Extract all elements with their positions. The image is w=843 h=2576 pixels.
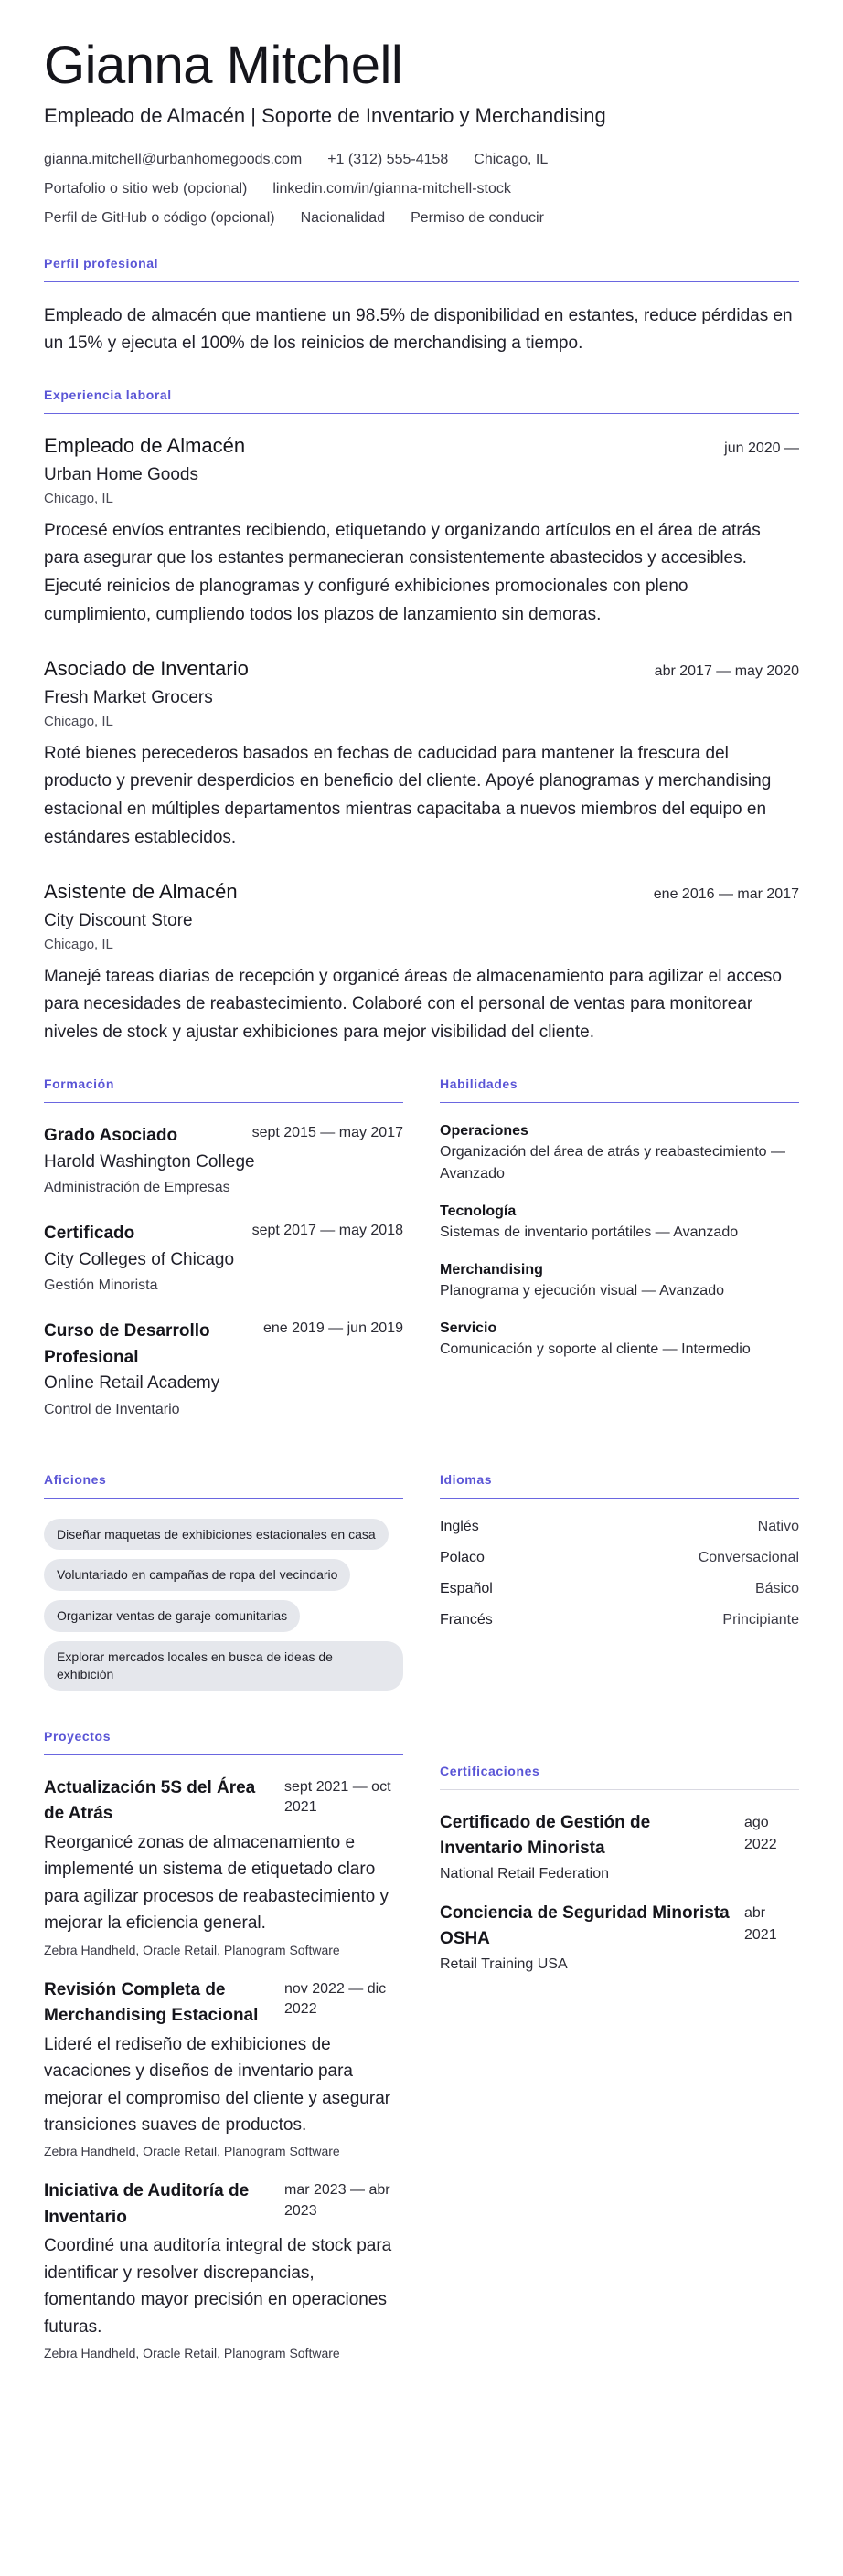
hobbies-title: Aficiones: [44, 1472, 403, 1499]
education-school: City Colleges of Chicago: [44, 1249, 235, 1269]
project-entry: [44, 2178, 403, 2360]
language-level: Principiante: [722, 1611, 799, 1627]
hobbies-languages-row: [44, 1472, 799, 1700]
candidate-headline: Empleado de Almacén | Soporte de Inventario y Merchandising: [44, 103, 606, 127]
education-field: Gestión Minorista: [44, 1277, 158, 1293]
certification-issuer: National Retail Federation: [440, 1865, 609, 1882]
contact-city: Chicago, IL: [474, 151, 549, 167]
contact-license: Permiso de conducir: [411, 209, 544, 226]
hobby-pill: Explorar mercados locales en busca de ideas de exhibición: [44, 1641, 403, 1691]
resume-header: [44, 37, 799, 227]
language-row: [440, 1581, 799, 1597]
skill-item: [440, 1262, 799, 1302]
job-company: Urban Home Goods: [44, 464, 198, 484]
hobby-pill: Voluntariado en campañas de ropa del vecindario: [44, 1559, 350, 1591]
job-location: Chicago, IL: [44, 713, 113, 729]
skill-name: Tecnología: [440, 1203, 517, 1219]
project-date: mar 2023 — abr 2023: [284, 2182, 390, 2219]
project-title: Actualización 5S del Área de Atrás: [44, 1777, 256, 1824]
education-field: Control de Inventario: [44, 1401, 180, 1417]
certification-name: Conciencia de Seguridad Minorista OSHA: [440, 1903, 730, 1949]
project-tools: Zebra Handheld, Oracle Retail, Planogram Software: [44, 1942, 340, 1957]
skills-title: Habilidades: [440, 1076, 799, 1103]
contact-block: [44, 152, 799, 227]
language-level: Básico: [754, 1580, 799, 1596]
job-company: City Discount Store: [44, 910, 193, 930]
project-description: Coordiné una auditoría integral de stock para identificar y resolver discrepancias, fomentando mayor precisión en operaciones futuras.: [44, 2236, 392, 2337]
job-entry: [44, 434, 799, 630]
certification-date: abr 2021: [744, 1904, 777, 1943]
project-title: Iniciativa de Auditoría de Inventario: [44, 2181, 250, 2227]
education-date: ene 2019 — jun 2019: [262, 1320, 403, 1336]
education-entry: [44, 1123, 403, 1199]
skill-name: Operaciones: [440, 1123, 528, 1139]
job-entry: [44, 657, 799, 853]
education-skills-row: [44, 1076, 799, 1443]
hobby-pill: Organizar ventas de garaje comunitarias: [44, 1600, 300, 1632]
language-name: Español: [440, 1580, 493, 1596]
projects-section: [44, 1729, 403, 2380]
job-description: Roté bienes perecederos basados en fechas de caducidad para mantener la frescura del producto y prevenir desperdicios en beneficio del cliente. Apoyé planogramas y merchandising estacional en múltiples departamentos mientras capacitaba a nuevos miembros del equipo en estándares establecidos.: [44, 743, 772, 847]
summary-section: [44, 256, 799, 358]
project-description: Reorganicé zonas de almacenamiento e implementé un sistema de etiquetado claro para agilizar procesos de reabastecimiento y mejorar la eficiencia general.: [44, 1832, 389, 1934]
projects-title: Proyectos: [44, 1729, 403, 1755]
certifications-section: [440, 1729, 799, 2380]
skill-description: Planograma y ejecución visual — Avanzado: [440, 1283, 724, 1299]
language-name: Polaco: [440, 1549, 485, 1565]
project-tools: Zebra Handheld, Oracle Retail, Planogram Software: [44, 2144, 340, 2159]
education-title: Formación: [44, 1076, 403, 1103]
education-date: sept 2015 — may 2017: [251, 1125, 403, 1140]
education-section: [44, 1076, 403, 1443]
project-title: Revisión Completa de Merchandising Estacional: [44, 1979, 259, 2026]
job-title: Asociado de Inventario: [44, 656, 249, 680]
skill-name: Merchandising: [440, 1262, 543, 1277]
languages-section: [440, 1472, 799, 1700]
hobbies-section: [44, 1472, 403, 1700]
experience-title: Experiencia laboral: [44, 387, 799, 414]
certification-entry: [440, 1810, 799, 1882]
job-date: ene 2016 — mar 2017: [653, 885, 799, 902]
education-degree: Curso de Desarrollo Profesional: [44, 1321, 210, 1367]
skill-item: [440, 1123, 799, 1185]
skills-section: [440, 1076, 799, 1443]
language-row: [440, 1550, 799, 1566]
job-description: Procesé envíos entrantes recibiendo, etiquetando y organizando artículos en el área de atrás para asegurar que los estantes permanecieran consistentemente abastecidos y accesibles. Ejecuté reinicios de planogramas y configuré exhibiciones promocionales con pleno cumplimiento, cumpliendo todos los plazos de lanzamiento sin demoras.: [44, 520, 761, 624]
skill-name: Servicio: [440, 1320, 497, 1336]
contact-phone[interactable]: +1 (312) 555-4158: [327, 151, 449, 167]
candidate-name: Gianna Mitchell: [44, 36, 403, 95]
education-entry: [44, 1221, 403, 1297]
contact-linkedin[interactable]: linkedin.com/in/gianna-mitchell-stock: [272, 180, 511, 196]
project-entry: [44, 1977, 403, 2159]
certifications-title: Certificaciones: [440, 1764, 799, 1790]
language-level: Conversacional: [698, 1549, 799, 1565]
projects-certifications-row: [44, 1729, 799, 2380]
project-description: Lideré el rediseño de exhibiciones de vacaciones y diseños de inventario para mejorar el compromiso del cliente y asegurar transiciones suaves de productos.: [44, 2034, 391, 2136]
job-location: Chicago, IL: [44, 490, 113, 506]
education-entry: [44, 1319, 403, 1421]
project-date: nov 2022 — dic 2022: [284, 1980, 387, 2018]
project-entry: [44, 1776, 403, 1957]
certification-name: Certificado de Gestión de Inventario Minorista: [440, 1812, 651, 1859]
contact-portfolio[interactable]: Portafolio o sitio web (opcional): [44, 180, 248, 196]
education-school: Online Retail Academy: [44, 1373, 220, 1393]
skill-item: [440, 1320, 799, 1361]
language-name: Francés: [440, 1611, 493, 1627]
education-date: sept 2017 — may 2018: [251, 1223, 403, 1238]
project-tools: Zebra Handheld, Oracle Retail, Planogram Software: [44, 2346, 340, 2361]
summary-text: Empleado de almacén que mantiene un 98.5% de disponibilidad en estantes, reduce pérdidas en un 15% y ejecuta el 100% de los reinicios de merchandising a tiempo.: [44, 305, 793, 354]
hobby-pill: Diseñar maquetas de exhibiciones estacionales en casa: [44, 1519, 389, 1551]
language-row: [440, 1519, 799, 1535]
language-level: Nativo: [757, 1518, 799, 1534]
job-title: Empleado de Almacén: [44, 433, 246, 457]
job-title: Asistente de Almacén: [44, 879, 238, 903]
education-degree: Certificado: [44, 1224, 135, 1243]
job-date: jun 2020 —: [724, 440, 799, 456]
job-location: Chicago, IL: [44, 936, 113, 952]
project-date: sept 2021 — oct 2021: [284, 1778, 391, 1816]
skill-item: [440, 1203, 799, 1244]
languages-title: Idiomas: [440, 1472, 799, 1499]
job-date: abr 2017 — may 2020: [654, 663, 799, 679]
experience-section: [44, 387, 799, 1047]
job-description: Manejé tareas diarias de recepción y organicé áreas de almacenamiento para agilizar el acceso para necesidades de reabastecimiento. Colaboré con el personal de ventas para monitorear niveles de stock y ajustar exhibiciones para mejor visibilidad del cliente.: [44, 966, 782, 1043]
skill-description: Organización del área de atrás y reabastecimiento — Avanzado: [440, 1144, 785, 1182]
contact-nationality: Nacionalidad: [300, 209, 386, 226]
certification-issuer: Retail Training USA: [440, 1956, 568, 1972]
job-entry: [44, 880, 799, 1047]
certification-date: ago 2022: [744, 1814, 777, 1852]
summary-title: Perfil profesional: [44, 256, 799, 282]
certification-entry: [440, 1901, 799, 1973]
contact-email[interactable]: gianna.mitchell@urbanhomegoods.com: [44, 151, 303, 167]
job-company: Fresh Market Grocers: [44, 687, 213, 707]
contact-github[interactable]: Perfil de GitHub o código (opcional): [44, 209, 275, 226]
language-name: Inglés: [440, 1518, 479, 1534]
skill-description: Comunicación y soporte al cliente — Intermedio: [440, 1341, 751, 1357]
education-field: Administración de Empresas: [44, 1180, 230, 1195]
education-degree: Grado Asociado: [44, 1126, 178, 1145]
language-row: [440, 1612, 799, 1628]
education-school: Harold Washington College: [44, 1151, 255, 1171]
skill-description: Sistemas de inventario portátiles — Avanzado: [440, 1224, 739, 1240]
